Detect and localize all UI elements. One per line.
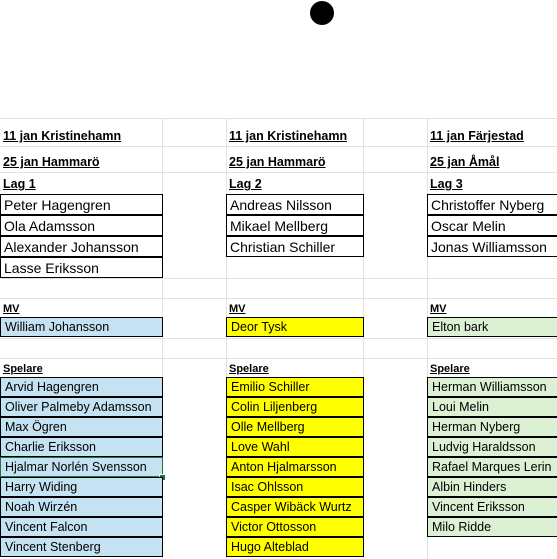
leader-cell[interactable]: Andreas Nilsson: [226, 194, 364, 215]
team-header[interactable]: Lag 1: [3, 177, 36, 191]
player-cell[interactable]: Rafael Marques Lerin: [427, 457, 557, 477]
gridline: [0, 278, 557, 279]
player-cell[interactable]: Vincent Stenberg: [0, 537, 163, 557]
player-cell[interactable]: Victor Ottosson: [226, 517, 364, 537]
gridline: [0, 358, 557, 359]
player-cell[interactable]: Max Ögren: [0, 417, 163, 437]
gridline: [0, 172, 557, 173]
player-cell[interactable]: Emilio Schiller: [226, 377, 364, 397]
leader-cell[interactable]: Peter Hagengren: [0, 194, 163, 215]
player-cell[interactable]: Isac Ohlsson: [226, 477, 364, 497]
player-cell[interactable]: Herman Nyberg: [427, 417, 557, 437]
date-cell[interactable]: 25 jan Åmål: [430, 155, 500, 169]
goalie-label[interactable]: MV: [430, 303, 447, 315]
gridline: [0, 338, 557, 339]
player-cell[interactable]: Noah Wirzén: [0, 497, 163, 517]
player-cell[interactable]: Love Wahl: [226, 437, 364, 457]
date-cell[interactable]: 25 jan Hammarö: [3, 155, 100, 169]
leader-cell[interactable]: Alexander Johansson: [0, 236, 163, 257]
players-label[interactable]: Spelare: [430, 363, 470, 375]
players-label[interactable]: Spelare: [3, 363, 43, 375]
leader-cell[interactable]: Ola Adamsson: [0, 215, 163, 236]
player-cell[interactable]: Albin Hinders: [427, 477, 557, 497]
leader-cell[interactable]: Lasse Eriksson: [0, 257, 163, 278]
team-header[interactable]: Lag 2: [229, 177, 262, 191]
player-cell[interactable]: Ludvig Haraldsson: [427, 437, 557, 457]
team-header[interactable]: Lag 3: [430, 177, 463, 191]
goalie-label[interactable]: MV: [229, 303, 246, 315]
leader-cell[interactable]: Mikael Mellberg: [226, 215, 364, 236]
date-cell[interactable]: 11 jan Färjestad: [430, 129, 524, 143]
goalie-label[interactable]: MV: [3, 303, 20, 315]
player-cell[interactable]: Milo Ridde: [427, 517, 557, 537]
leader-cell[interactable]: Jonas Williamsson: [427, 236, 557, 257]
player-cell[interactable]: Anton Hjalmarsson: [226, 457, 364, 477]
player-cell[interactable]: Harry Widing: [0, 477, 163, 497]
player-cell[interactable]: Loui Melin: [427, 397, 557, 417]
players-label[interactable]: Spelare: [229, 363, 269, 375]
goalie-cell[interactable]: William Johansson: [0, 317, 163, 337]
selected-player-cell[interactable]: Hjalmar Norlén Svensson: [0, 457, 163, 477]
gridline: [0, 146, 557, 147]
player-cell[interactable]: Arvid Hagengren: [0, 377, 163, 397]
goalie-cell[interactable]: Elton bark: [427, 317, 557, 337]
black-circle-shape: [310, 1, 334, 25]
player-cell[interactable]: Olle Mellberg: [226, 417, 364, 437]
player-cell[interactable]: Hugo Alteblad: [226, 537, 364, 557]
date-cell[interactable]: 25 jan Hammarö: [229, 155, 326, 169]
player-cell[interactable]: Charlie Eriksson: [0, 437, 163, 457]
player-cell[interactable]: Casper Wibäck Wurtz: [226, 497, 364, 517]
gridline: [0, 298, 557, 299]
player-cell[interactable]: Vincent Falcon: [0, 517, 163, 537]
date-cell[interactable]: 11 jan Kristinehamn: [229, 129, 348, 143]
player-cell[interactable]: Colin Liljenberg: [226, 397, 364, 417]
player-cell[interactable]: Oliver Palmeby Adamsson: [0, 397, 163, 417]
player-cell[interactable]: Herman Williamsson: [427, 377, 557, 397]
leader-cell[interactable]: Christian Schiller: [226, 236, 364, 257]
leader-cell[interactable]: Christoffer Nyberg: [427, 194, 557, 215]
player-cell[interactable]: Vincent Eriksson: [427, 497, 557, 517]
date-cell[interactable]: 11 jan Kristinehamn: [3, 129, 122, 143]
gridline: [0, 118, 557, 119]
leader-cell[interactable]: Oscar Melin: [427, 215, 557, 236]
goalie-cell[interactable]: Deor Tysk: [226, 317, 364, 337]
